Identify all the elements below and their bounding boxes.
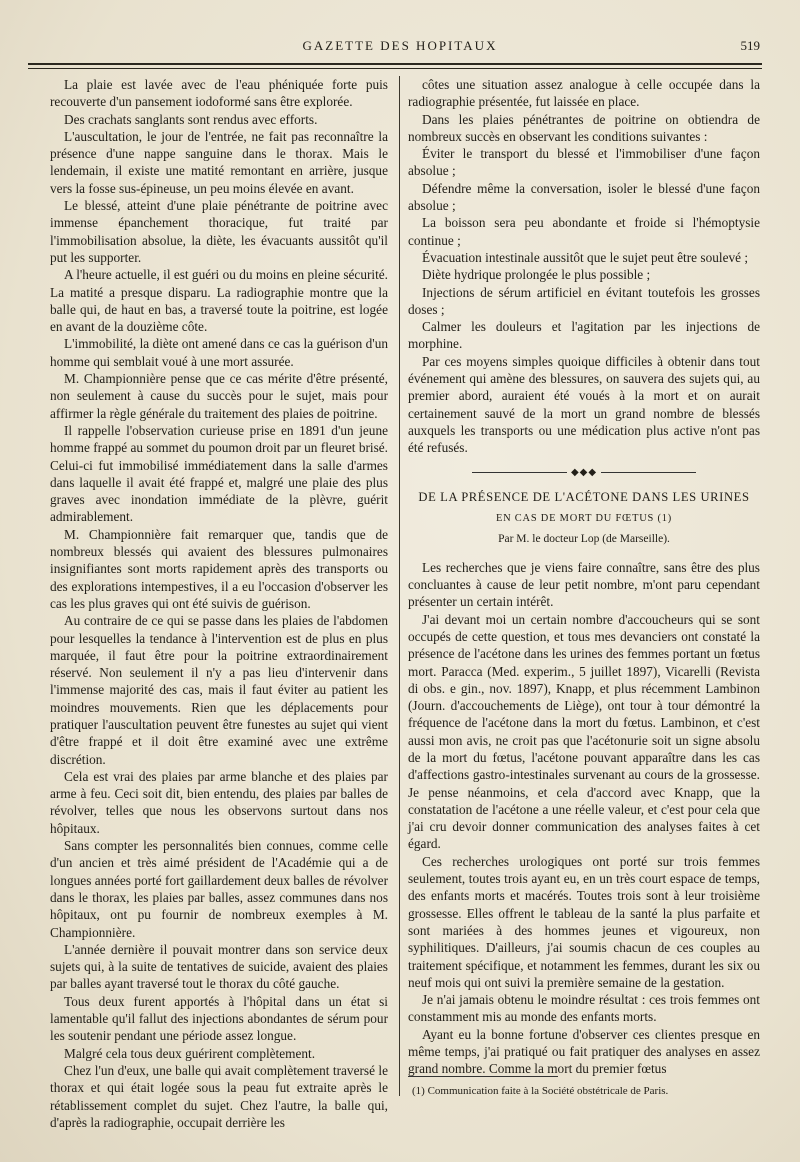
paragraph: Cela est vrai des plaies par arme blanche et des plaies par arme à feu. Ceci soit dit, bien entendu, des plaies par balles de révolver, telles que nous les observons surtout dans nos hôpitaux.: [50, 768, 388, 836]
footnote: (1) Communication faite à la Société obstétricale de Paris.: [412, 1085, 669, 1097]
paragraph: Calmer les douleurs et l'agitation par les injections de morphine.: [408, 319, 760, 352]
footnote-rule: [408, 1076, 558, 1077]
paragraph: La boisson sera peu abondante et froide si l'hémoptysie continue ;: [408, 215, 760, 248]
page-header: [30, 38, 770, 60]
paragraph: Sans compter les personnalités bien connues, comme celle d'un ancien et très aimé président de l'Académie qui a de longues années porté fort gaillardement deux balles de révolver dans le thorax, les plaies par balles, assez communes dans nos hôpitaux, ont pu fournir de nombreux exemples à M. Championnière.: [50, 838, 388, 940]
paragraph: Défendre même la conversation, isoler le blessé d'une façon absolue ;: [408, 180, 760, 214]
paragraph: Par ces moyens simples quoique difficiles à obtenir dans tout événement qui amène des blessures, on sauvera des sujets qui, au premier abord, auraient été voués à la mort et on aurait certainement sauvé de la mort un grand nombre de blessés auxquels les transports ou une médication plus active n'ont pas été refusés.: [408, 353, 760, 456]
paragraph: L'année dernière il pouvait montrer dans son service deux sujets qui, à la suite de tentatives de suicide, avaient des plaies par balles ayant traversé tout le thorax du côté gauche.: [50, 941, 388, 992]
article-title: DE LA PRÉSENCE DE L'ACÉTONE DANS LES URINES: [418, 489, 750, 504]
header-rule-thin: [28, 68, 762, 69]
journal-title: GAZETTE DES HOPITAUX: [302, 38, 498, 53]
paragraph: Diète hydrique prolongée le plus possible ;: [422, 267, 651, 283]
left-column: [50, 76, 388, 1131]
paragraph: M. Championnière fait remarquer que, tandis que de nombreux blessés qui avaient des blessures pulmonaires insignifiantes sont morts rapidement après des transports ou des explorations intempestives, il a eu l'occasion d'observer les cas les plus graves qui ont été suivis de guérison.: [50, 526, 388, 611]
paragraph: J'ai devant moi un certain nombre d'accoucheurs qui se sont occupés de cette question, et tous mes devanciers ont constaté la présence de l'acétone dans les urines des femmes portant un fœtus mort. Paracca (Med. experim., 5 juillet 1897), Vicarelli (Revista di obs. e gin., nov. 1897), Knapp, et plus récemment Lambinon (Journ. d'accouchements de Liège), ont tour à tour démontré la fréquence de l'acétone dans la mort du fœtus. Lambinon, et c'est aussi mon avis, ne croit pas que l'acétonurie soit un signe absolu de la mort du fœtus, l'acétone pouvant apparaître dans les cas d'affections gastro-intestinales survenant au cours de la grossesse. Je pense néanmoins, et cela d'accord avec Knapp, que la constatation de l'acétone a une réelle valeur, et c'est pour cela que j'ai cru devoir donner communication des analyses faites à cet égard.: [408, 611, 760, 852]
section-separator: ◆◆◆: [408, 464, 760, 481]
article-author: Par M. le docteur Lop (de Marseille).: [498, 533, 670, 546]
page-number: 519: [740, 38, 760, 53]
paragraph: Des crachats sanglants sont rendus avec efforts.: [64, 111, 318, 127]
article-subtitle: EN CAS DE MORT DU FŒTUS (1): [495, 513, 673, 525]
right-column-text-before: [408, 76, 760, 457]
column-divider: [399, 76, 400, 1096]
paragraph: Je n'ai jamais obtenu le moindre résultat : ces trois femmes ont constamment mis au monde des enfants morts.: [408, 992, 760, 1025]
paragraph: Injections de sérum artificiel en évitant toutefois les grosses doses ;: [408, 284, 760, 317]
right-column: [408, 76, 760, 1078]
paragraph: Évacuation intestinale aussitôt que le sujet peut être soulevé ;: [422, 249, 749, 265]
paragraph: Malgré cela tous deux guérirent complètement.: [64, 1045, 316, 1061]
paragraph: Il rappelle l'observation curieuse prise en 1891 d'un jeune homme frappé au sommet du poumon droit par un fleuret brisé. Celui-ci fut immobilisé immédiatement dans la salle d'armes dans laquelle il avait été frappé et, malgré une plaie des plus graves avec inondation immédiate de la plèvre, guérit admirablement.: [50, 422, 388, 525]
paragraph: Les recherches que je viens faire connaître, sans être des plus concluantes à cause de leur petit nombre, m'ont paru cependant présenter un certain intérêt.: [408, 559, 760, 610]
paragraph: L'auscultation, le jour de l'entrée, ne fait pas reconnaître la présence d'une nappe sanguine dans le thorax. Mais le lendemain, il existe une matité remontant en arrière, jusque vers la fosse sus-épineuse, un peu moins élevée en avant.: [50, 128, 388, 196]
paragraph: Le blessé, atteint d'une plaie pénétrante de poitrine avec immense épanchement thoracique, fut traité par l'immobilisation absolue, la diète, les évacuants aussitôt qu'il put les supporter.: [50, 198, 388, 265]
paragraph: La plaie est lavée avec de l'eau phéniquée forte puis recouverte d'un pansement iodoformé sans être explorée.: [50, 77, 388, 110]
paragraph: Tous deux furent apportés à l'hôpital dans un état si lamentable qu'il fallut des injections abondantes de sérum pour les soutenir pendant une période assez longue.: [50, 993, 388, 1044]
paragraph: côtes une situation assez analogue à celle occupée dans la radiographie présentée, fut laissée en place.: [408, 77, 760, 110]
paragraph: Éviter le transport du blessé et l'immobiliser d'une façon absolue ;: [408, 146, 760, 179]
paragraph: M. Championnière pense que ce cas mérite d'être présenté, non seulement à cause du succès pour le sujet, mais pour affirmer la règle générale du traitement des plaies de poitrine.: [50, 371, 388, 421]
paragraph: Chez l'un d'eux, une balle qui avait complètement traversé le thorax et qui était logée sous la peau fut extraite après le rétablissement complet du sujet. Chez l'autre, la balle qui, d'après la radiographie, occupait derrière les: [50, 1062, 388, 1130]
paragraph: A l'heure actuelle, il est guéri ou du moins en pleine sécurité. La matité a presque disparu. La radiographie montre que la balle qui, de haut en bas, a traversé toute la poitrine, est logée en avant de la douzième côte.: [50, 267, 389, 335]
header-rule: [28, 63, 762, 65]
paragraph: L'immobilité, la diète ont amené dans ce cas la guérison d'un homme qui semblait voué à une mort assurée.: [50, 336, 388, 369]
paragraph: Dans les plaies pénétrantes de poitrine on obtiendra de nombreux succès en observant les conditions suivantes :: [408, 111, 760, 144]
right-column-text-after: [408, 559, 760, 1078]
paragraph: Ces recherches urologiques ont porté sur trois femmes seulement, toutes trois ayant eu, en un très court espace de temps, des enfants morts et macérés. Toutes trois sont à leur troisième grossesse. Elles offrent le tableau de la santé la plus parfaite et sont mariées à des hommes jeunes et vigoureux, non syphilitiques. D'ailleurs, j'ai soumis chacun de ces couples au traitement spécifique, et notamment les femmes, durant les six ou neuf mois qui ont suivi la première semaine de la gestation.: [408, 853, 760, 990]
paragraph: Au contraire de ce qui se passe dans les plaies de l'abdomen pour lesquelles la tendance à l'intervention est de plus en plus marquée, il faut être pour la poitrine extraordinairement réservé. Non seulement il n'y a pas lieu d'intervenir dans l'immense majorité des cas, mais il faut éviter au patient les moindres mouvements. Rien que les déplacements pour pratiquer l'auscultation peuvent être funestes au sujet qui vient d'être frappé et il doit être examiné avec une extrême discrétion.: [50, 613, 388, 767]
paragraph: Ayant eu la bonne fortune d'observer ces clientes presque en même temps, j'ai pratiqué ou fait pratiquer des analyses en assez grand nombre. Comme la mort du premier fœtus: [408, 1026, 760, 1077]
